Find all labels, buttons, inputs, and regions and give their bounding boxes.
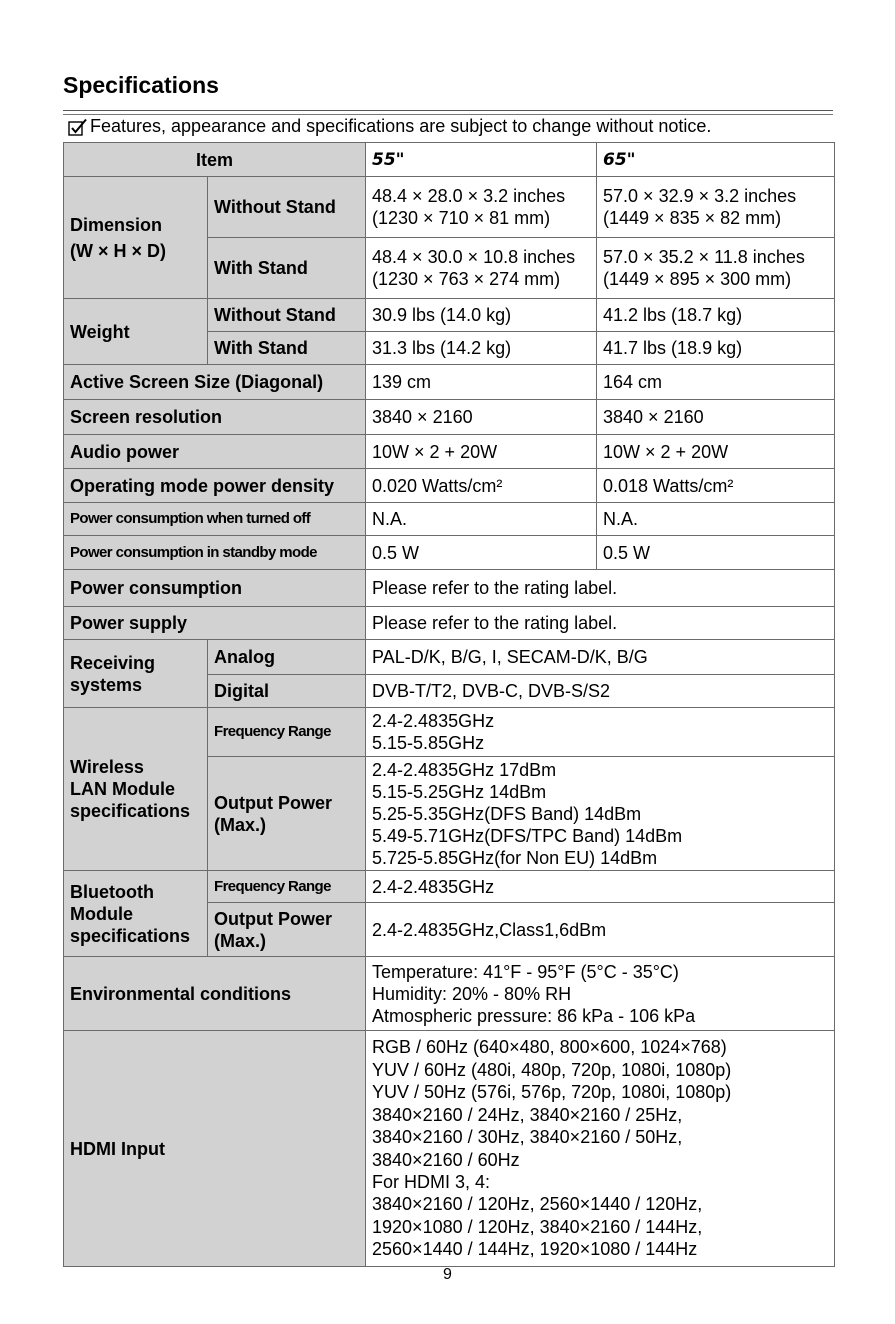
digital-value: DVB-T/T2, DVB-C, DVB-S/S2 — [366, 675, 835, 708]
analog-label: Analog — [208, 640, 366, 675]
table-row — [64, 435, 835, 469]
header-65: 65" — [597, 143, 835, 177]
value-line: 2.4-2.4835GHz 17dBm — [372, 759, 557, 780]
value-line: 48.4 × 28.0 × 3.2 inches — [372, 186, 566, 206]
bluetooth-output-value: 2.4-2.4835GHz,Class1,6dBm — [366, 903, 835, 957]
value-line: RGB / 60Hz (640×480, 800×600, 1024×768) — [372, 1037, 727, 1058]
page-title: Specifications — [63, 72, 219, 98]
table-row — [64, 1031, 835, 1267]
table-row — [64, 957, 835, 1031]
value-line: 5.49-5.71GHz(DFS/TPC Band) 14dBm — [372, 825, 683, 846]
dimension-with-stand-65 — [597, 238, 835, 299]
value-line: YUV / 50Hz (576i, 576p, 720p, 1080i, 1080p) — [372, 1082, 732, 1103]
label-line: Output Power — [214, 908, 332, 929]
label-line: Wireless — [70, 757, 144, 777]
dimension-sublabel: (W × H × D) — [70, 240, 167, 261]
off-65: N.A. — [597, 503, 835, 536]
label-line: specifications — [70, 801, 191, 821]
supply-value: Please refer to the rating label. — [366, 607, 835, 640]
analog-value: PAL-D/K, B/G, I, SECAM-D/K, B/G — [366, 640, 835, 675]
value-line: Atmospheric pressure: 86 kPa - 106 kPa — [372, 1005, 696, 1026]
value-line: (1230 × 763 × 274 mm) — [372, 269, 561, 289]
value-line: Humidity: 20% - 80% RH — [372, 983, 572, 1004]
value-line: 5.15-5.25GHz 14dBm — [372, 781, 547, 802]
table-row — [64, 607, 835, 640]
weight-without-stand-55: 30.9 lbs (14.0 kg) — [366, 299, 597, 332]
value-line: 1920×1080 / 120Hz, 3840×2160 / 144Hz, — [372, 1216, 703, 1237]
density-65: 0.018 Watts/cm² — [597, 469, 835, 503]
value-line: 5.15-5.85GHz — [372, 733, 485, 753]
header-item: Item — [64, 143, 366, 177]
resolution-label: Screen resolution — [64, 400, 366, 435]
table-row — [64, 871, 835, 903]
value-line: 57.0 × 35.2 × 11.8 inches — [603, 247, 805, 267]
weight-without-stand-label: Without Stand — [208, 299, 366, 332]
table-row — [64, 503, 835, 536]
checkbox-checked-icon — [68, 118, 88, 136]
notice-text: Features, appearance and specifications are subject to change without notice. — [90, 116, 712, 136]
value-line: 2.4-2.4835GHz — [372, 711, 495, 731]
value-line: 2560×1440 / 144Hz, 1920×1080 / 144Hz — [372, 1239, 698, 1260]
dimension-label-text: Dimension — [70, 214, 163, 235]
value-line: (1230 × 710 × 81 mm) — [372, 208, 551, 228]
dimension-with-stand-label: With Stand — [208, 238, 366, 299]
wireless-freq-value — [366, 708, 835, 757]
header-55: 55" — [366, 143, 597, 177]
weight-with-stand-55: 31.3 lbs (14.2 kg) — [366, 332, 597, 365]
resolution-55: 3840 × 2160 — [366, 400, 597, 435]
label-line: Output Power — [214, 792, 332, 813]
table-row — [64, 570, 835, 607]
standby-55: 0.5 W — [366, 536, 597, 570]
bluetooth-freq-value: 2.4-2.4835GHz — [366, 871, 835, 903]
table-row — [64, 640, 835, 675]
weight-with-stand-65: 41.7 lbs (18.9 kg) — [597, 332, 835, 365]
wireless-label — [64, 708, 208, 871]
receiving-label — [64, 640, 208, 708]
audio-65: 10W × 2 + 20W — [597, 435, 835, 469]
off-55: N.A. — [366, 503, 597, 536]
value-line: 5.725-5.85GHz(for Non EU) 14dBm — [372, 847, 658, 868]
active-screen-55: 139 cm — [366, 365, 597, 400]
table-row — [64, 400, 835, 435]
title-rule-secondary — [63, 114, 833, 115]
table-row — [64, 177, 835, 238]
standby-65: 0.5 W — [597, 536, 835, 570]
wireless-freq-label: Frequency Range — [208, 708, 366, 757]
label-line: Module — [70, 903, 133, 924]
value-line: 3840×2160 / 30Hz, 3840×2160 / 50Hz, — [372, 1127, 683, 1148]
density-label: Operating mode power density — [64, 469, 366, 503]
dimension-without-stand-65 — [597, 177, 835, 238]
active-screen-65: 164 cm — [597, 365, 835, 400]
label-line: Receiving — [70, 652, 156, 673]
label-line: systems — [70, 674, 143, 695]
weight-label: Weight — [64, 299, 208, 365]
value-line: Temperature: 41°F - 95°F (5°C - 35°C) — [372, 961, 679, 982]
specifications-table — [63, 142, 835, 1267]
audio-55: 10W × 2 + 20W — [366, 435, 597, 469]
label-line: LAN Module — [70, 779, 175, 799]
value-line: For HDMI 3, 4: — [372, 1171, 491, 1192]
table-header-row — [64, 143, 835, 177]
label-line: Bluetooth — [70, 881, 154, 902]
hdmi-value — [366, 1031, 835, 1267]
label-line: (Max.) — [214, 814, 267, 835]
audio-label: Audio power — [64, 435, 366, 469]
environmental-value — [366, 957, 835, 1031]
hdmi-label: HDMI Input — [64, 1031, 366, 1267]
table-row — [64, 536, 835, 570]
label-line: specifications — [70, 925, 191, 946]
value-line: 5.25-5.35GHz(DFS Band) 14dBm — [372, 803, 642, 824]
title-rule — [63, 110, 833, 111]
table-row — [64, 365, 835, 400]
value-line: 57.0 × 32.9 × 3.2 inches — [603, 186, 797, 206]
resolution-65: 3840 × 2160 — [597, 400, 835, 435]
value-line: (1449 × 895 × 300 mm) — [603, 269, 792, 289]
value-line: 3840×2160 / 60Hz — [372, 1149, 520, 1170]
value-line: 3840×2160 / 24Hz, 3840×2160 / 25Hz, — [372, 1104, 683, 1125]
density-55: 0.020 Watts/cm² — [366, 469, 597, 503]
dimension-with-stand-55 — [366, 238, 597, 299]
bluetooth-label — [64, 871, 208, 957]
bluetooth-output-label — [208, 903, 366, 957]
value-line: YUV / 60Hz (480i, 480p, 720p, 1080i, 1080p) — [372, 1059, 732, 1080]
table-row — [64, 469, 835, 503]
value-line: 48.4 × 30.0 × 10.8 inches — [372, 247, 576, 267]
table-row — [64, 708, 835, 757]
supply-label: Power supply — [64, 607, 366, 640]
dimension-label — [64, 177, 208, 299]
table-row — [64, 299, 835, 332]
notice — [68, 116, 711, 137]
bluetooth-freq-label: Frequency Range — [208, 871, 366, 903]
value-line: 3840×2160 / 120Hz, 2560×1440 / 120Hz, — [372, 1194, 703, 1215]
environmental-label: Environmental conditions — [64, 957, 366, 1031]
weight-with-stand-label: With Stand — [208, 332, 366, 365]
label-line: (Max.) — [214, 930, 267, 951]
weight-without-stand-65: 41.2 lbs (18.7 kg) — [597, 299, 835, 332]
off-label: Power consumption when turned off — [64, 503, 366, 536]
dimension-without-stand-55 — [366, 177, 597, 238]
dimension-without-stand-label: Without Stand — [208, 177, 366, 238]
page-number: 9 — [443, 1266, 452, 1283]
wireless-output-value — [366, 757, 835, 871]
standby-label: Power consumption in standby mode — [64, 536, 366, 570]
value-line: (1449 × 835 × 82 mm) — [603, 208, 782, 228]
wireless-output-label — [208, 757, 366, 871]
active-screen-label: Active Screen Size (Diagonal) — [64, 365, 366, 400]
consumption-label: Power consumption — [64, 570, 366, 607]
digital-label: Digital — [208, 675, 366, 708]
consumption-value: Please refer to the rating label. — [366, 570, 835, 607]
